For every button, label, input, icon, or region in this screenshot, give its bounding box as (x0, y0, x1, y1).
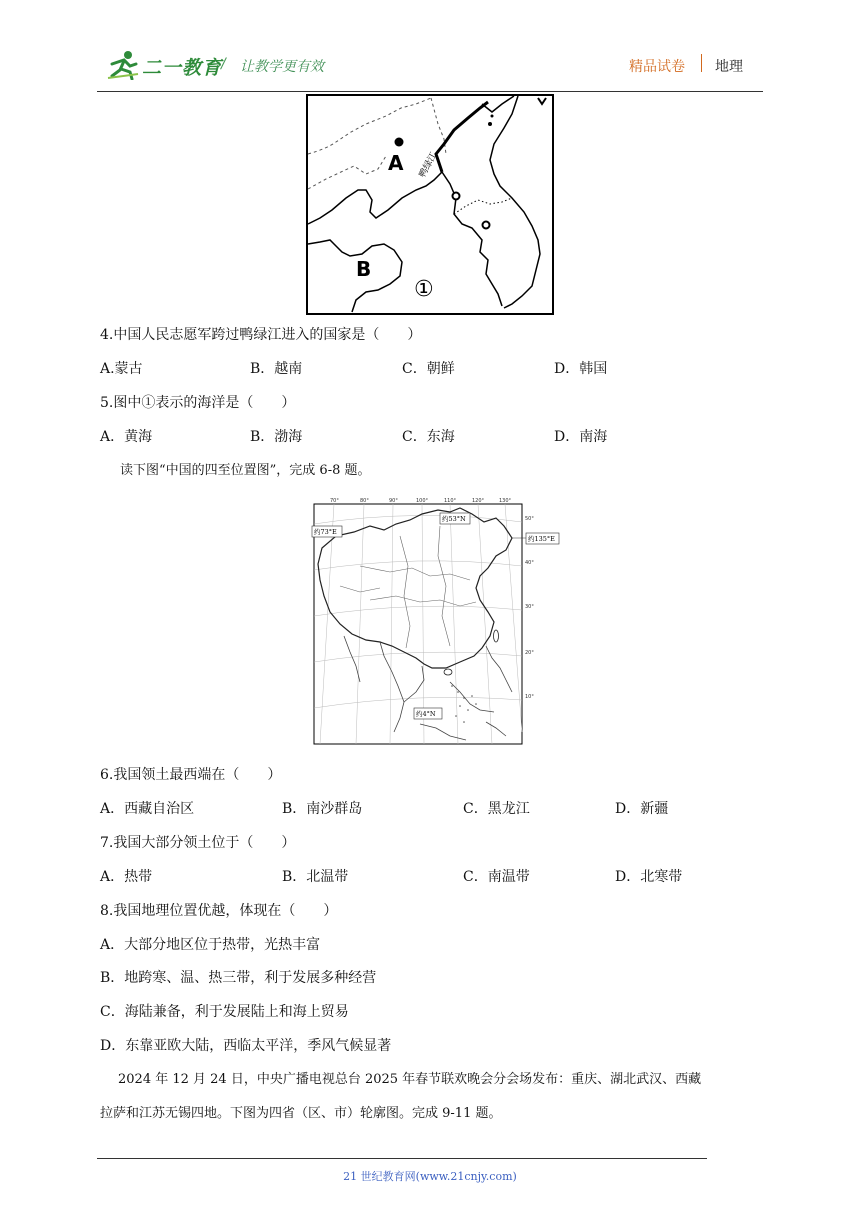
q8-option-c[interactable]: C．海陆兼备，利于发展陆上和海上贸易 (100, 1004, 349, 1020)
north-extreme-label: 约53°N (442, 515, 466, 523)
slogan-divider: / (221, 56, 226, 72)
q8-option-a[interactable]: A．大部分地区位于热带，光热丰富 (100, 937, 321, 953)
lat-label-20: 20° (525, 650, 534, 656)
map-yalu-river-region (306, 94, 554, 315)
q6-option-a[interactable]: A．西藏自治区 (100, 801, 195, 817)
intro-questions-6-8: 读下图“中国的四至位置图”，完成 6-8 题。 (120, 463, 371, 478)
south-extreme-label: 约4°N (416, 710, 436, 718)
slogan: 让教学更有效 (240, 59, 324, 75)
header-separator (701, 54, 702, 72)
map1-label-b: B (356, 257, 372, 281)
q8-option-b[interactable]: B．地跨寒、温、热三带，利于发展多种经营 (100, 970, 377, 986)
lon-label-120: 120° (472, 498, 485, 504)
lon-label-80: 80° (360, 498, 369, 504)
intro-questions-9-11-line1: 2024 年 12 月 24 日，中央广播电视总台 2025 年春节联欢晚会分会场发布：重庆、湖北武汉、西藏 (118, 1072, 702, 1087)
map1-sea-circle-label: ① (414, 277, 434, 302)
lon-label-130: 130° (499, 498, 512, 504)
q7-option-b[interactable]: B．北温带 (282, 869, 349, 885)
map-china-extent (300, 496, 560, 748)
exam-badge: 精品试卷 (629, 59, 685, 75)
q4-option-a[interactable]: A.蒙古 (100, 361, 143, 377)
q6-option-c[interactable]: C．黑龙江 (463, 801, 530, 817)
lat-label-50: 50° (525, 516, 534, 522)
q7-option-a[interactable]: A．热带 (100, 869, 153, 885)
map1-label-a: A (388, 151, 404, 175)
subject-label: 地理 (715, 59, 743, 75)
footer-source: 21 世纪教育网(www.21cnjy.com) (343, 1170, 517, 1183)
question-7-stem: 7.我国大部分领土位于（ ） (100, 835, 296, 851)
lon-label-110: 110° (444, 498, 457, 504)
q5-option-a[interactable]: A．黄海 (100, 429, 153, 445)
q8-option-d[interactable]: D．东靠亚欧大陆，西临太平洋，季风气候显著 (100, 1038, 392, 1054)
q7-option-d[interactable]: D．北寒带 (615, 869, 683, 885)
q4-option-c[interactable]: C．朝鲜 (402, 361, 455, 377)
q4-option-b[interactable]: B．越南 (250, 361, 303, 377)
question-6-stem: 6.我国领土最西端在（ ） (100, 767, 282, 783)
lat-label-30: 30° (525, 604, 534, 610)
footer-rule (97, 1158, 707, 1159)
q4-option-d[interactable]: D．韩国 (554, 361, 608, 377)
intro-questions-9-11-line2: 拉萨和江苏无锡四地。下图为四省（区、市）轮廓图。完成 9-11 题。 (100, 1106, 502, 1121)
west-extreme-label: 约73°E (314, 528, 337, 536)
q5-option-b[interactable]: B．渤海 (250, 429, 303, 445)
lat-label-40: 40° (525, 560, 534, 566)
runner-logo-icon (106, 50, 140, 80)
map1-river-label: 鸭绿江 (417, 150, 440, 180)
lon-label-90: 90° (389, 498, 398, 504)
header-rule (97, 91, 763, 92)
question-4-stem: 4.中国人民志愿军跨过鸭绿江进入的国家是（ ） (100, 327, 422, 343)
question-8-stem: 8.我国地理位置优越，体现在（ ） (100, 903, 338, 919)
q6-option-d[interactable]: D．新疆 (615, 801, 669, 817)
brand-logo-text: 二一教育 (142, 57, 223, 79)
lon-label-100: 100° (416, 498, 429, 504)
question-5-stem: 5.图中①表示的海洋是（ ） (100, 395, 296, 411)
q7-option-c[interactable]: C．南温带 (463, 869, 530, 885)
q6-option-b[interactable]: B．南沙群岛 (282, 801, 363, 817)
lat-label-10: 10° (525, 694, 534, 700)
q5-option-d[interactable]: D．南海 (554, 429, 608, 445)
q5-option-c[interactable]: C．东海 (402, 429, 455, 445)
east-extreme-label: 约135°E (528, 535, 555, 543)
lon-label-70: 70° (330, 498, 339, 504)
